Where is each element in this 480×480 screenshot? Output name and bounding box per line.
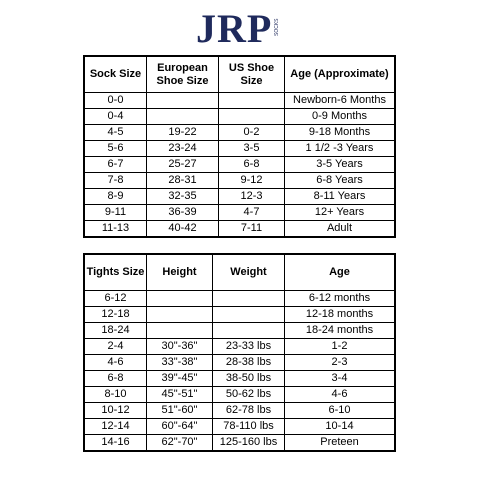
table-cell: 10-14: [285, 419, 395, 435]
table-cell: 6-8: [219, 157, 285, 173]
table-row: [85, 125, 395, 141]
table-cell: 38-50 lbs: [213, 371, 285, 387]
table-cell: 9-11: [85, 205, 147, 221]
table-cell: 62-78 lbs: [213, 403, 285, 419]
table-row: [85, 157, 395, 173]
table-cell: 2-4: [85, 339, 147, 355]
table-cell: 4-5: [85, 125, 147, 141]
table-cell: 32-35: [147, 189, 219, 205]
table-cell: 6-12 months: [285, 291, 395, 307]
table-cell: [147, 307, 213, 323]
table-cell: 18-24: [85, 323, 147, 339]
table-cell: 0-4: [85, 109, 147, 125]
table-row: [85, 323, 395, 339]
table-row: [85, 93, 395, 109]
table-cell: 10-12: [85, 403, 147, 419]
table-cell: 8-11 Years: [285, 189, 395, 205]
table-cell: 4-6: [85, 355, 147, 371]
table-cell: Preteen: [285, 435, 395, 451]
table-cell: 23-33 lbs: [213, 339, 285, 355]
table-cell: 6-10: [285, 403, 395, 419]
table-cell: 5-6: [85, 141, 147, 157]
table-cell: 78-110 lbs: [213, 419, 285, 435]
table-cell: [147, 109, 219, 125]
table-cell: 18-24 months: [285, 323, 395, 339]
table-cell: 28-38 lbs: [213, 355, 285, 371]
table-cell: 6-12: [85, 291, 147, 307]
table-cell: 40-42: [147, 221, 219, 237]
table-cell: 3-4: [285, 371, 395, 387]
table-cell: 50-62 lbs: [213, 387, 285, 403]
table-cell: [147, 93, 219, 109]
table-cell: [219, 93, 285, 109]
logo-subtext: SOCKS: [274, 18, 280, 36]
table-cell: 9-18 Months: [285, 125, 395, 141]
table-cell: 12-18 months: [285, 307, 395, 323]
table-cell: 30"-36": [147, 339, 213, 355]
table-cell: [147, 291, 213, 307]
column-header: Height: [147, 255, 213, 291]
table-cell: 14-16: [85, 435, 147, 451]
table-row: [85, 189, 395, 205]
table-cell: 12-18: [85, 307, 147, 323]
table-row: [85, 355, 395, 371]
table-cell: 9-12: [219, 173, 285, 189]
table-row: [85, 403, 395, 419]
sock-size-table: [84, 56, 395, 237]
table-cell: Newborn-6 Months: [285, 93, 395, 109]
table-row: [85, 221, 395, 237]
table-cell: 8-9: [85, 189, 147, 205]
table-cell: 60"-64": [147, 419, 213, 435]
table-cell: 12-3: [219, 189, 285, 205]
table-cell: [213, 291, 285, 307]
table-header-row: [85, 57, 395, 93]
table-cell: 36-39: [147, 205, 219, 221]
table-row: [85, 371, 395, 387]
brand-logo: [196, 6, 286, 52]
table-cell: 51"-60": [147, 403, 213, 419]
table-cell: 6-7: [85, 157, 147, 173]
table-cell: Adult: [285, 221, 395, 237]
table-row: [85, 141, 395, 157]
column-header: Tights Size: [85, 255, 147, 291]
table-cell: 23-24: [147, 141, 219, 157]
table-cell: 3-5: [219, 141, 285, 157]
table-cell: 1 1/2 -3 Years: [285, 141, 395, 157]
table-row: [85, 419, 395, 435]
table-cell: 45"-51": [147, 387, 213, 403]
column-header: Age: [285, 255, 395, 291]
table-cell: 4-6: [285, 387, 395, 403]
table-cell: 6-8 Years: [285, 173, 395, 189]
table-cell: 1-2: [285, 339, 395, 355]
table-cell: 125-160 lbs: [213, 435, 285, 451]
table-cell: 7-8: [85, 173, 147, 189]
table-cell: 12-14: [85, 419, 147, 435]
table-row: [85, 387, 395, 403]
column-header: Weight: [213, 255, 285, 291]
table-row: [85, 307, 395, 323]
table-cell: 3-5 Years: [285, 157, 395, 173]
table-cell: 62"-70": [147, 435, 213, 451]
table-header-row: [85, 255, 395, 291]
table-cell: 11-13: [85, 221, 147, 237]
table-cell: 2-3: [285, 355, 395, 371]
column-header: US Shoe Size: [219, 57, 285, 93]
table-row: [85, 291, 395, 307]
table-cell: 4-7: [219, 205, 285, 221]
table-cell: [219, 109, 285, 125]
table-cell: [213, 307, 285, 323]
table-row: [85, 109, 395, 125]
table-cell: 6-8: [85, 371, 147, 387]
table-row: [85, 435, 395, 451]
tights-size-table: [84, 254, 395, 451]
table-cell: 19-22: [147, 125, 219, 141]
table-cell: [147, 323, 213, 339]
table-cell: 0-2: [219, 125, 285, 141]
table-cell: 8-10: [85, 387, 147, 403]
table-row: [85, 173, 395, 189]
table-row: [85, 205, 395, 221]
table-cell: [213, 323, 285, 339]
table-cell: 33"-38": [147, 355, 213, 371]
table-cell: 0-0: [85, 93, 147, 109]
column-header: European Shoe Size: [147, 57, 219, 93]
table-row: [85, 339, 395, 355]
column-header: Sock Size: [85, 57, 147, 93]
table-cell: 12+ Years: [285, 205, 395, 221]
logo-text: JRP: [196, 6, 273, 51]
table-cell: 7-11: [219, 221, 285, 237]
table-cell: 39"-45": [147, 371, 213, 387]
column-header: Age (Approximate): [285, 57, 395, 93]
table-cell: 0-9 Months: [285, 109, 395, 125]
table-cell: 25-27: [147, 157, 219, 173]
table-cell: 28-31: [147, 173, 219, 189]
